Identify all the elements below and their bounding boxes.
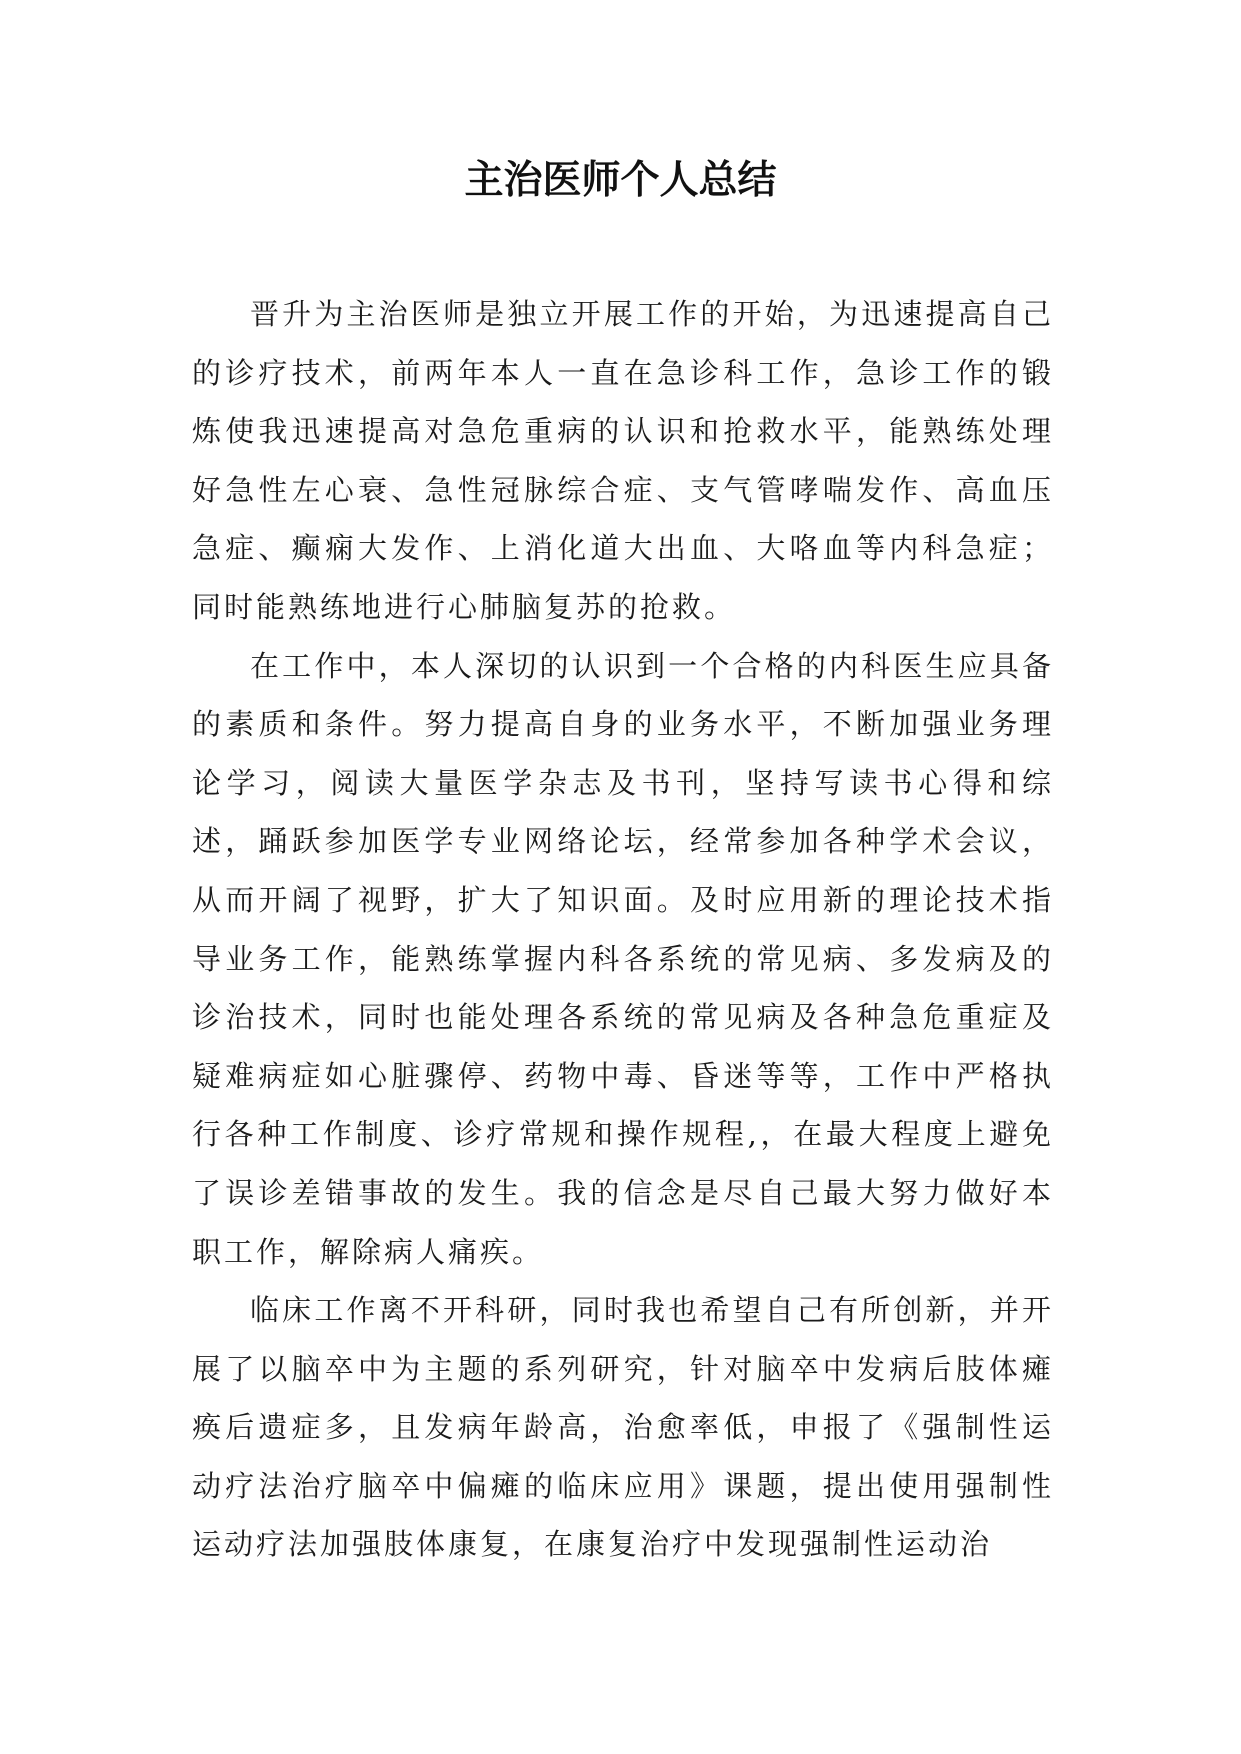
paragraph-2: 在工作中，本人深切的认识到一个合格的内科医生应具备的素质和条件。努力提高自身的业务水平，不断加强业务理论学习，阅读大量医学杂志及书刊，坚持写读书心得和综述，踊跃参加医学专业网络论坛，经常参加各种学术会议，从而开阔了视野，扩大了知识面。及时应用新的理论技术指导业务工作，能熟练掌握内科各系统的常见病、多发病及的诊治技术，同时也能处理各系统的常见病及各种急危重症及疑难病症如心脏骤停、药物中毒、昏迷等等，工作中严格执行各种工作制度、诊疗常规和操作规程,，在最大程度上避免了误诊差错事故的发生。我的信念是尽自己最大努力做好本职工作，解除病人痛疾。: [192, 648, 1054, 1269]
document-body: [192, 285, 1054, 1574]
paragraph-1: 晋升为主治医师是独立开展工作的开始，为迅速提高自己的诊疗技术，前两年本人一直在急诊科工作，急诊工作的锻炼使我迅速提高对急危重病的认识和抢救水平，能熟练处理好急性左心衰、急性冠脉综合症、支气管哮喘发作、高血压急症、癫痫大发作、上消化道大出血、大咯血等内科急症；同时能熟练地进行心肺脑复苏的抢救。: [192, 297, 1054, 624]
paragraph-3: 临床工作离不开科研，同时我也希望自己有所创新，并开展了以脑卒中为主题的系列研究，针对脑卒中发病后肢体瘫痪后遗症多，且发病年龄高，治愈率低，申报了《强制性运动疗法治疗脑卒中偏瘫的临床应用》课题，提出使用强制性运动疗法加强肢体康复，在康复治疗中发现强制性运动治: [192, 1293, 1054, 1562]
document-title: 主治医师个人总结: [464, 157, 777, 203]
